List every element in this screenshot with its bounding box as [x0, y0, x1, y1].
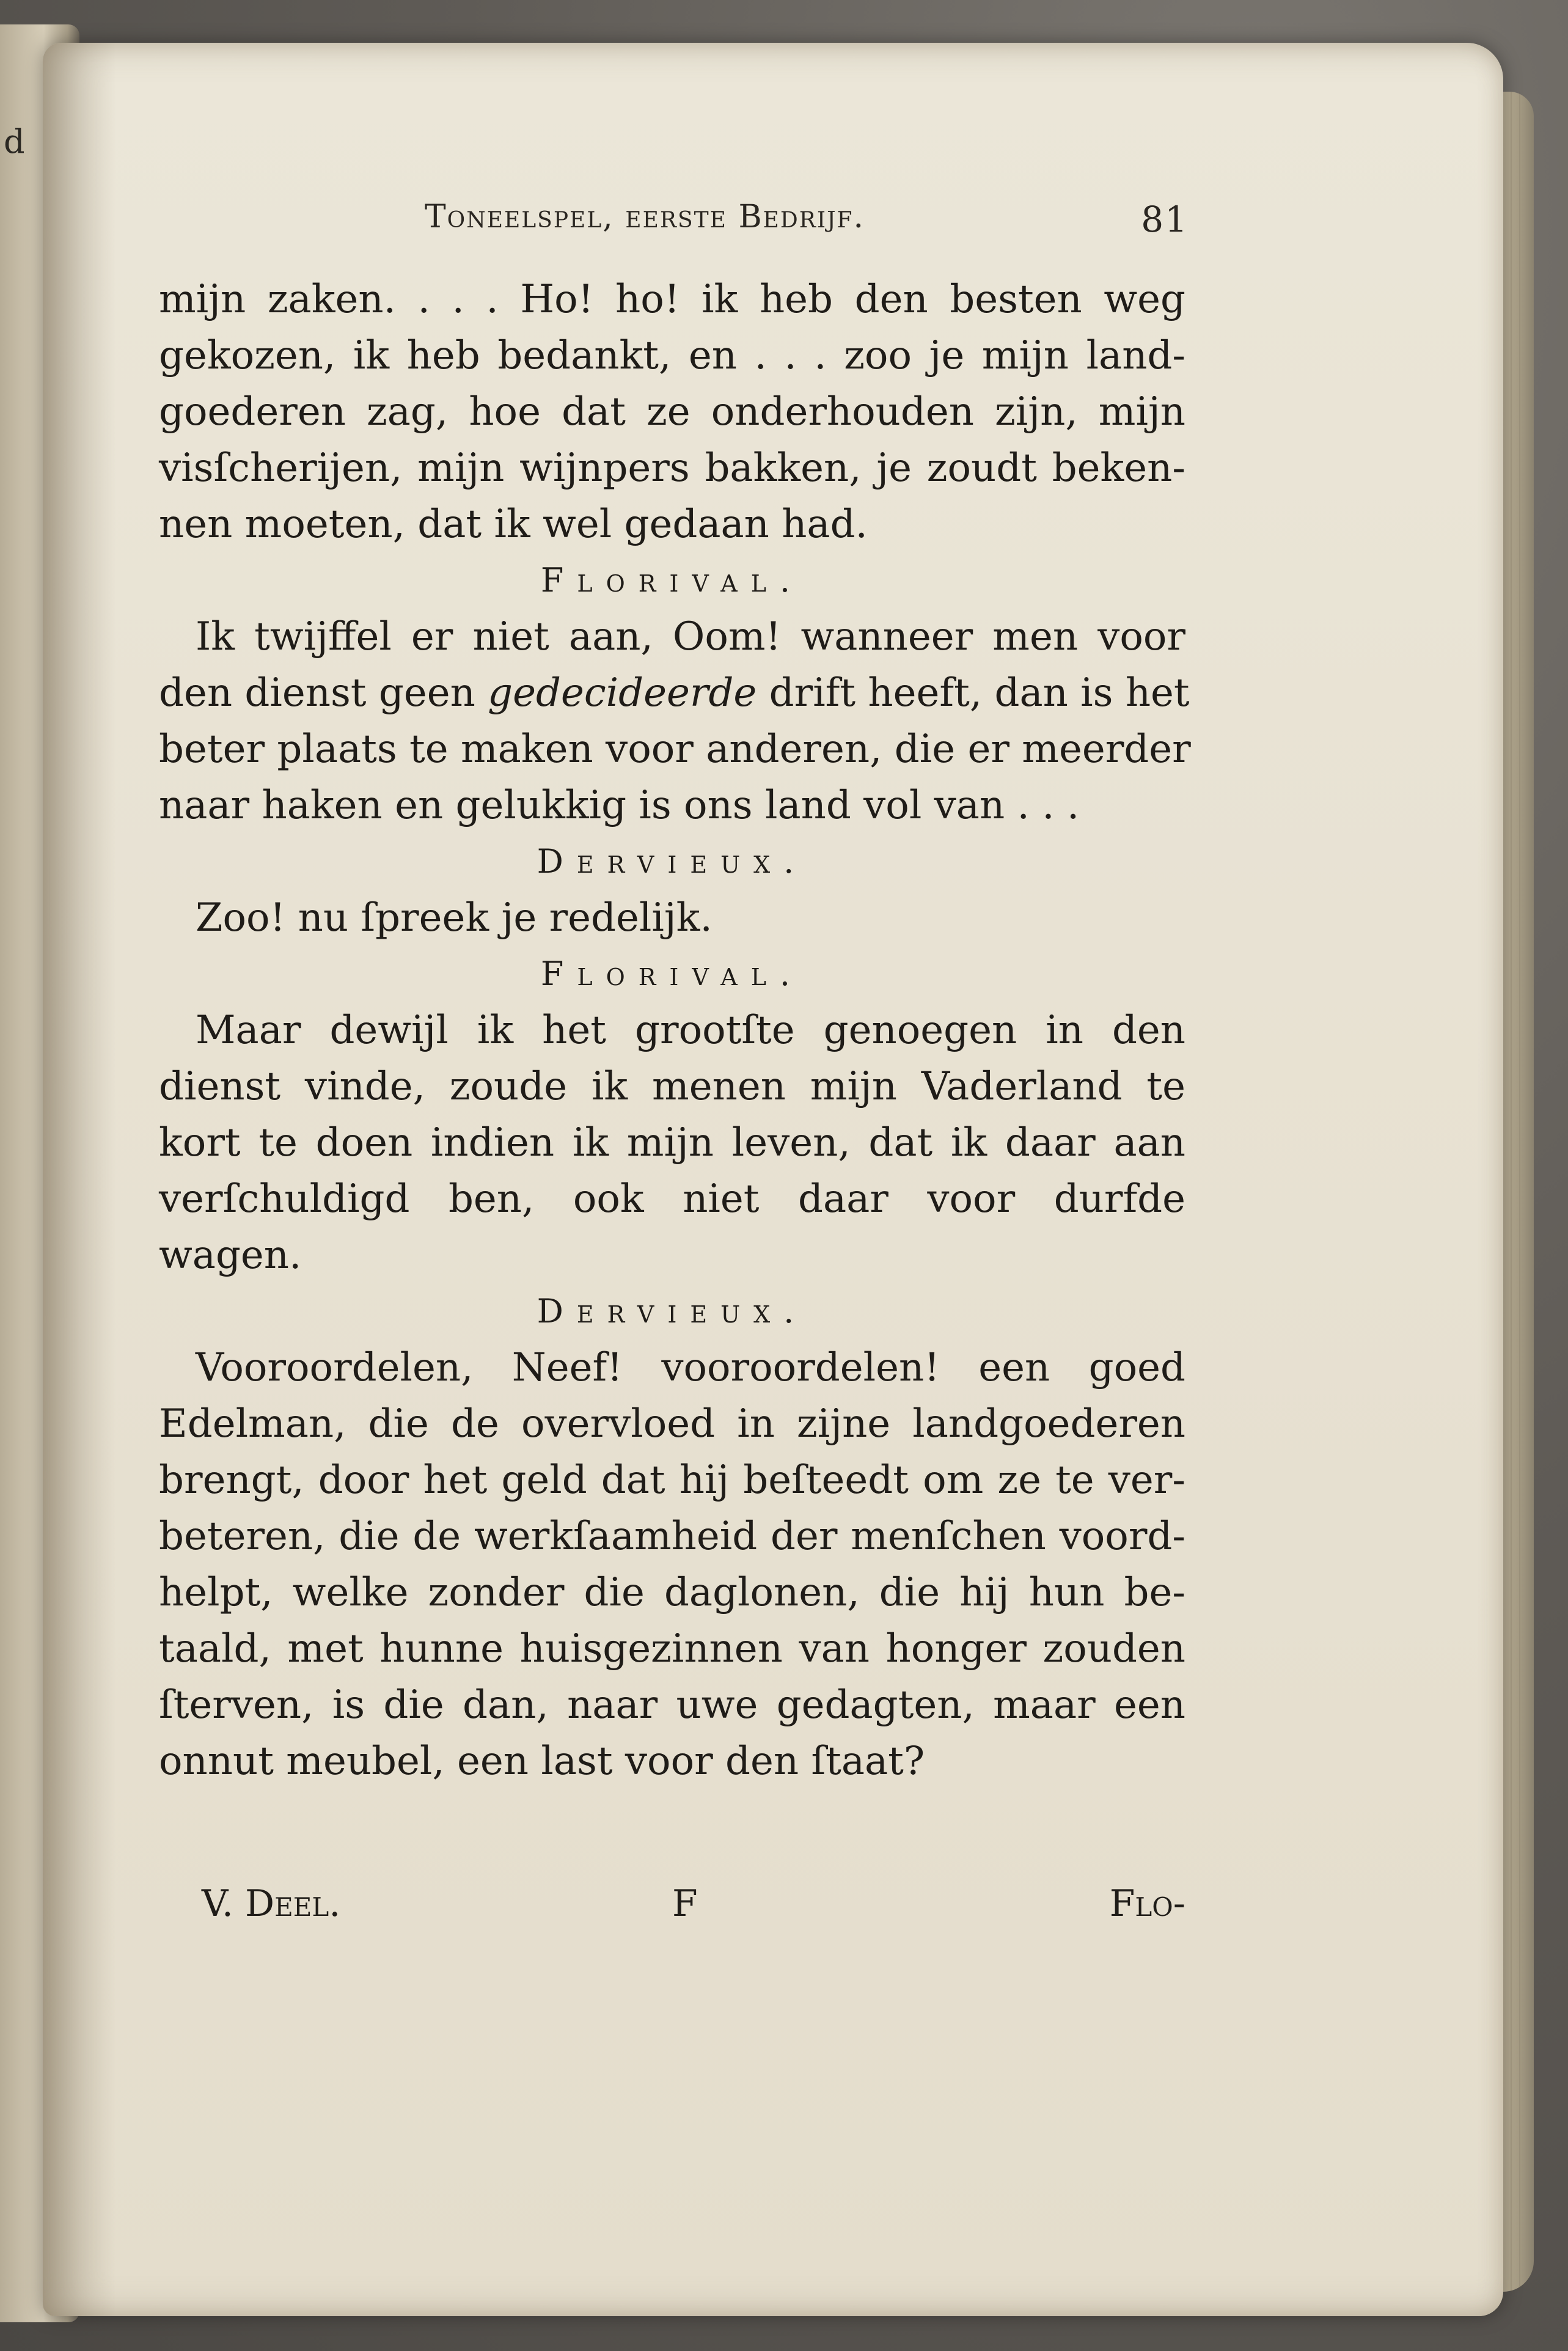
book-page [43, 43, 1503, 2316]
page-number: 81 [1141, 199, 1189, 240]
text-line: Vooroordelen, Neef! vooroordelen! een goed [196, 1345, 1185, 1390]
catchword: Flo- [1109, 1882, 1185, 1925]
signature-mark: F [672, 1882, 698, 1925]
text-line: naar haken en gelukkig is ons land vol van . . . [159, 783, 1080, 828]
page-footer [159, 1882, 1185, 1931]
text-line: Maar dewijl ik het grootſte genoegen in den [196, 1008, 1185, 1053]
text-line: mijn zaken. . . . Ho! ho! ik heb den besten weg [159, 277, 1185, 322]
text-segment: drift heeft, dan is het [757, 670, 1190, 716]
running-title: Toneelspel, eerste Bedrijf. [425, 199, 865, 235]
text-line: beter plaats te maken voor anderen, die er meerder [159, 727, 1191, 772]
text-line: nen moeten, dat ik wel gedaan had. [159, 502, 868, 547]
facing-page-letter: d [4, 122, 25, 161]
text-line: ſterven, is die dan, naar uwe gedagten, maar een [159, 1682, 1185, 1728]
running-header [376, 199, 1189, 254]
text-line: visſcherijen, mijn wijnpers bakken, je zoudt beken- [159, 446, 1185, 491]
italic-term: gedecideerde [488, 670, 757, 716]
speaker-name: Dervieux. [537, 1292, 808, 1330]
text-line: verſchuldigd ben, ook niet daar voor durfde [159, 1176, 1185, 1222]
text-line: beteren, die de werkſaamheid der menſchen voord- [159, 1514, 1185, 1559]
text-line: goederen zag, hoe dat ze onderhouden zijn, mijn [159, 389, 1185, 435]
text-line: dienst vinde, zoude ik menen mijn Vaderland te [159, 1064, 1185, 1109]
text-line: helpt, welke zonder die daglonen, die hij hun be- [159, 1570, 1185, 1615]
text-segment: den dienst geen [159, 670, 488, 716]
text-line: wagen. [159, 1233, 302, 1278]
text-line: Zoo! nu ſpreek je redelijk. [196, 895, 713, 941]
text-line: taald, met hunne huisgezinnen van honger zouden [159, 1626, 1185, 1671]
text-line: Edelman, die de overvloed in zijne landgoederen [159, 1401, 1185, 1447]
speaker-name: Florival. [540, 955, 804, 993]
text-line: gekozen, ik heb bedankt, en . . . zoo je mijn land- [159, 333, 1185, 378]
text-line [159, 669, 1190, 717]
text-line: brengt, door het geld dat hij beſteedt om ze te ver- [159, 1458, 1185, 1503]
text-line: Ik twijffel er niet aan, Oom! wanneer men voor [196, 614, 1185, 659]
text-line: onnut meubel, een last voor den ſtaat? [159, 1739, 925, 1784]
speaker-name: Florival. [540, 561, 804, 600]
text-line: kort te doen indien ik mijn leven, dat ik daar aan [159, 1120, 1185, 1165]
volume-mark: V. Deel. [202, 1882, 341, 1925]
speaker-name: Dervieux. [537, 842, 808, 881]
